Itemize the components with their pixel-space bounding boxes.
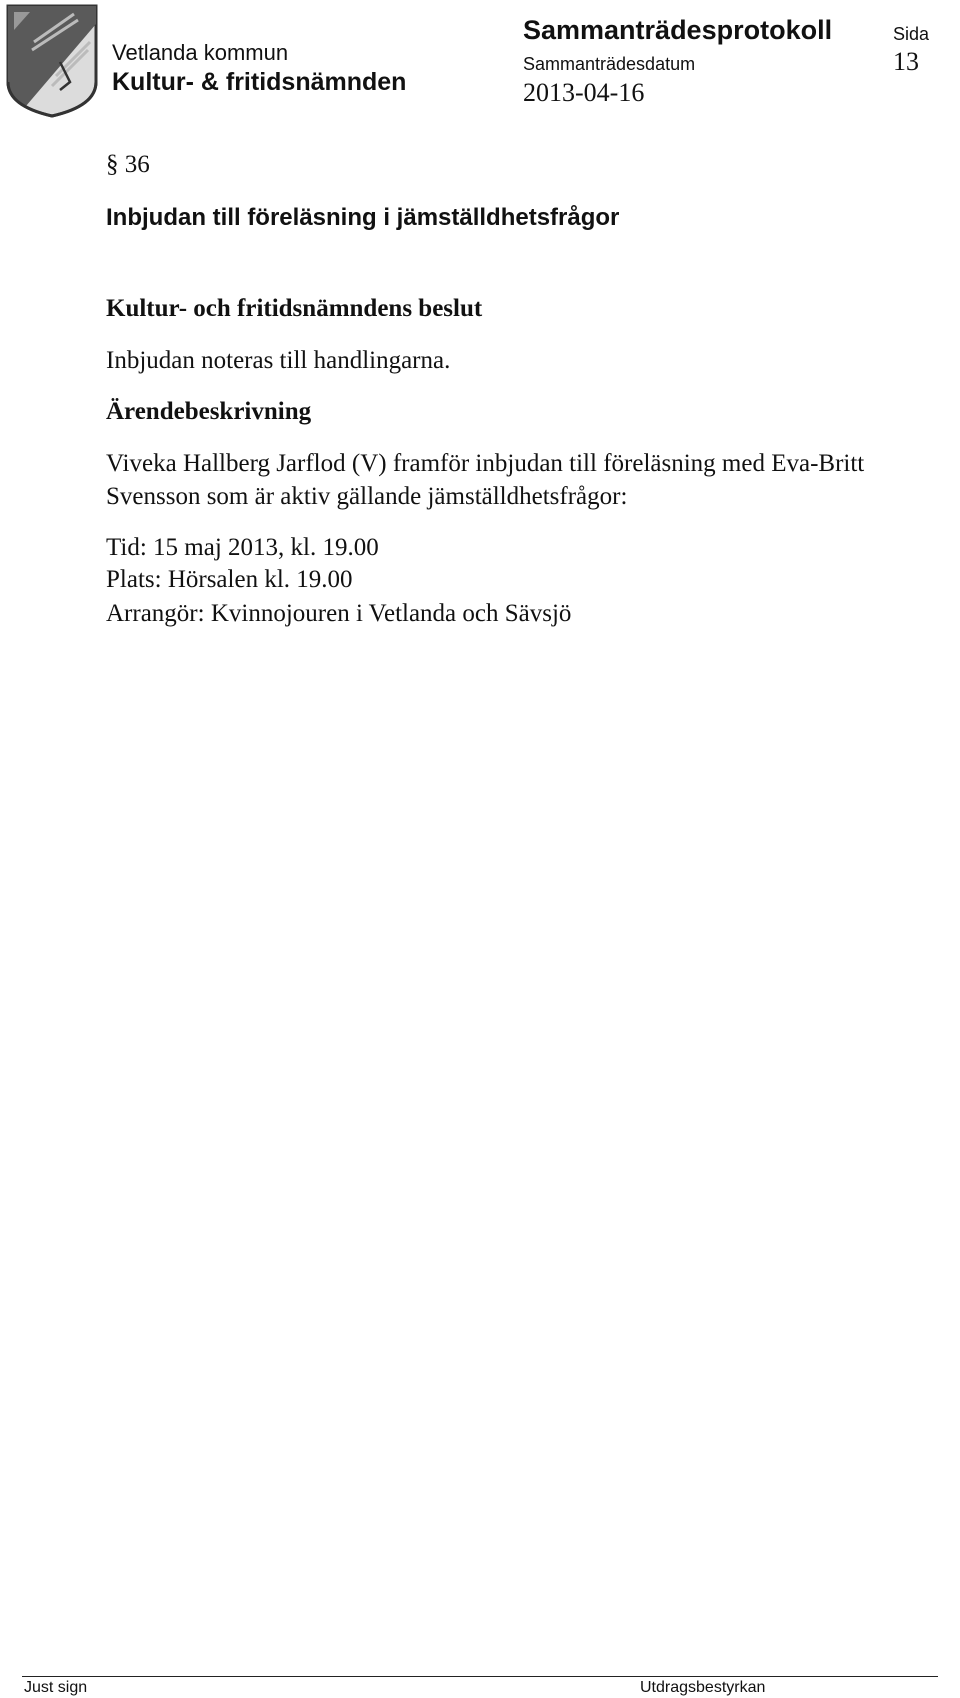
signature-label: Just sign — [24, 1679, 88, 1696]
footer-divider — [22, 1676, 938, 1677]
coat-of-arms-icon — [4, 2, 100, 120]
page-label: Sida — [893, 24, 930, 44]
event-organizer: Arrangör: Kvinnojouren i Vetlanda och Sävsjö — [106, 600, 572, 627]
page-number: 13 — [893, 47, 919, 76]
event-time: Tid: 15 maj 2013, kl. 19.00 — [106, 534, 379, 561]
document-type: Sammanträdesprotokoll — [523, 15, 833, 45]
description-line: Svensson som är aktiv gällande jämställdhetsfrågor: — [106, 483, 628, 510]
description-line: Viveka Hallberg Jarflod (V) framför inbjudan till föreläsning med Eva-Britt — [106, 450, 865, 477]
decision-text: Inbjudan noteras till handlingarna. — [106, 347, 451, 374]
committee-name: Kultur- & fritidsnämnden — [112, 68, 407, 96]
decision-heading: Kultur- och fritidsnämndens beslut — [106, 295, 483, 322]
section-title: Inbjudan till föreläsning i jämställdhetsfrågor — [106, 204, 620, 231]
meeting-date: 2013-04-16 — [523, 78, 645, 107]
paragraph-number: § 36 — [106, 151, 150, 178]
certification-label: Utdragsbestyrkan — [640, 1679, 766, 1696]
meeting-date-label: Sammanträdesdatum — [523, 54, 696, 74]
event-place: Plats: Hörsalen kl. 19.00 — [106, 566, 353, 593]
description-heading: Ärendebeskrivning — [106, 398, 312, 425]
organization-name: Vetlanda kommun — [112, 40, 289, 65]
